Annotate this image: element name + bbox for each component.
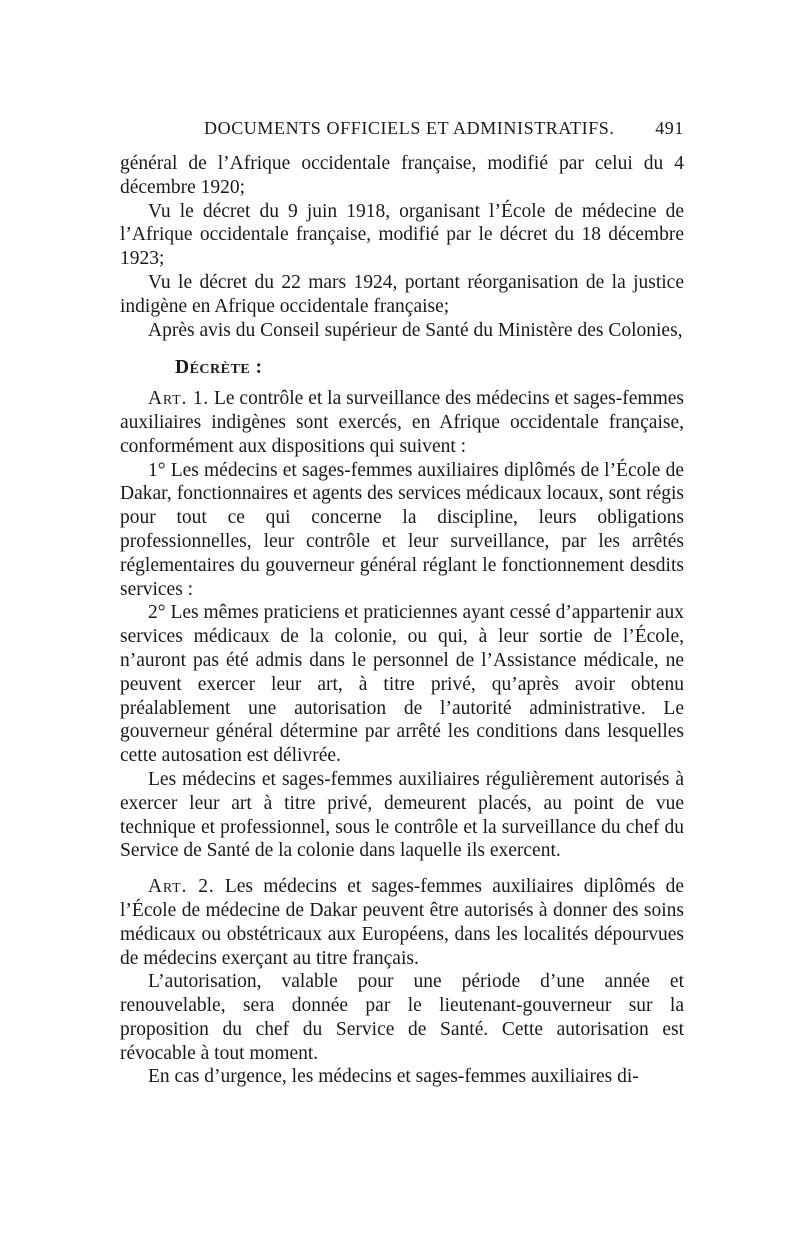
article-1-label: Art. 1. xyxy=(148,388,210,410)
paragraph-apres-avis: Après avis du Conseil supérieur de Santé du Ministère des Colonies, xyxy=(148,319,683,341)
article-2-paragraph-3: En cas d’urgence, les médecins et sages-femmes auxiliaires di- xyxy=(148,1066,639,1088)
paragraph-vu-decret-1924: Vu le décret du 22 mars 1924, portant réorganisation de la justice indigène en Afrique occidentale française; xyxy=(120,271,684,317)
article-2-label: Art. 2. xyxy=(148,876,215,898)
article-2 xyxy=(120,875,684,970)
running-header xyxy=(120,118,684,144)
body-text xyxy=(120,152,684,1089)
article-2-paragraph-2: L’autorisation, valable pour une période d’une année et renouvelable, sera donnée par le lieutenant-gouverneur sur la proposition du chef du Service de Santé. Cette autorisation est révocable à tout moment. xyxy=(120,971,684,1064)
article-1-text: Le contrôle et la surveillance des médecins et sages-femmes auxiliaires indigènes sont exercés, en Afrique occidentale française, conformément aux dispositions qui suivent : xyxy=(120,388,684,457)
paragraph-vu-decret-1918: Vu le décret du 9 juin 1918, organisant l’École de médecine de l’Afrique occidentale française, modifié par le décret du 18 décembre 1923; xyxy=(120,200,684,270)
running-title: DOCUMENTS OFFICIELS ET ADMINISTRATIFS. xyxy=(204,118,615,138)
article-1-item-1: 1° Les médecins et sages-femmes auxiliaires diplômés de l’École de Dakar, fonctionnaires et agents des services médicaux locaux, sont régis pour tout ce qui concerne la discipline, leurs obligations professionnelles, leur contrôle et leur surveillance, par les arrêtés réglementaires du gouverneur général réglant le fonctionnement desdits services : xyxy=(120,459,684,600)
paragraph-continuation: général de l’Afrique occidentale française, modifié par celui du 4 décembre 1920; xyxy=(120,153,684,198)
article-1-item-2: 2° Les mêmes praticiens et praticiennes ayant cessé d’appartenir aux services médicaux de la colonie, ou qui, à leur sortie de l’École, n’auront pas été admis dans le personnel de l’Assistance médicale, ne peuvent exercer leur art, à titre privé, qu’après avoir obtenu préalablement une autorisation de l’autorité administrative. Le gouverneur général détermine par arrêté les conditions dans lesquelles cette autosation est délivrée. xyxy=(120,602,684,767)
article-1-paragraph-3: Les médecins et sages-femmes auxiliaires régulièrement autorisés à exercer leur art à titre privé, demeurent placés, au point de vue technique et professionnel, sous le contrôle et la surveillance du chef du Service de Santé de la colonie dans laquelle ils exercent. xyxy=(120,768,684,862)
decrete-heading: Décrète : xyxy=(175,357,263,379)
article-2-text: Les médecins et sages-femmes auxiliaires diplômés de l’École de médecine de Dakar peuvent être autorisés à donner des soins médicaux ou obstétricaux aux Européens, dans les localités dépourvues de médecins exerçant au titre français. xyxy=(120,876,685,969)
article-1 xyxy=(120,387,684,458)
document-page xyxy=(120,118,684,1089)
page-number: 491 xyxy=(655,118,684,138)
